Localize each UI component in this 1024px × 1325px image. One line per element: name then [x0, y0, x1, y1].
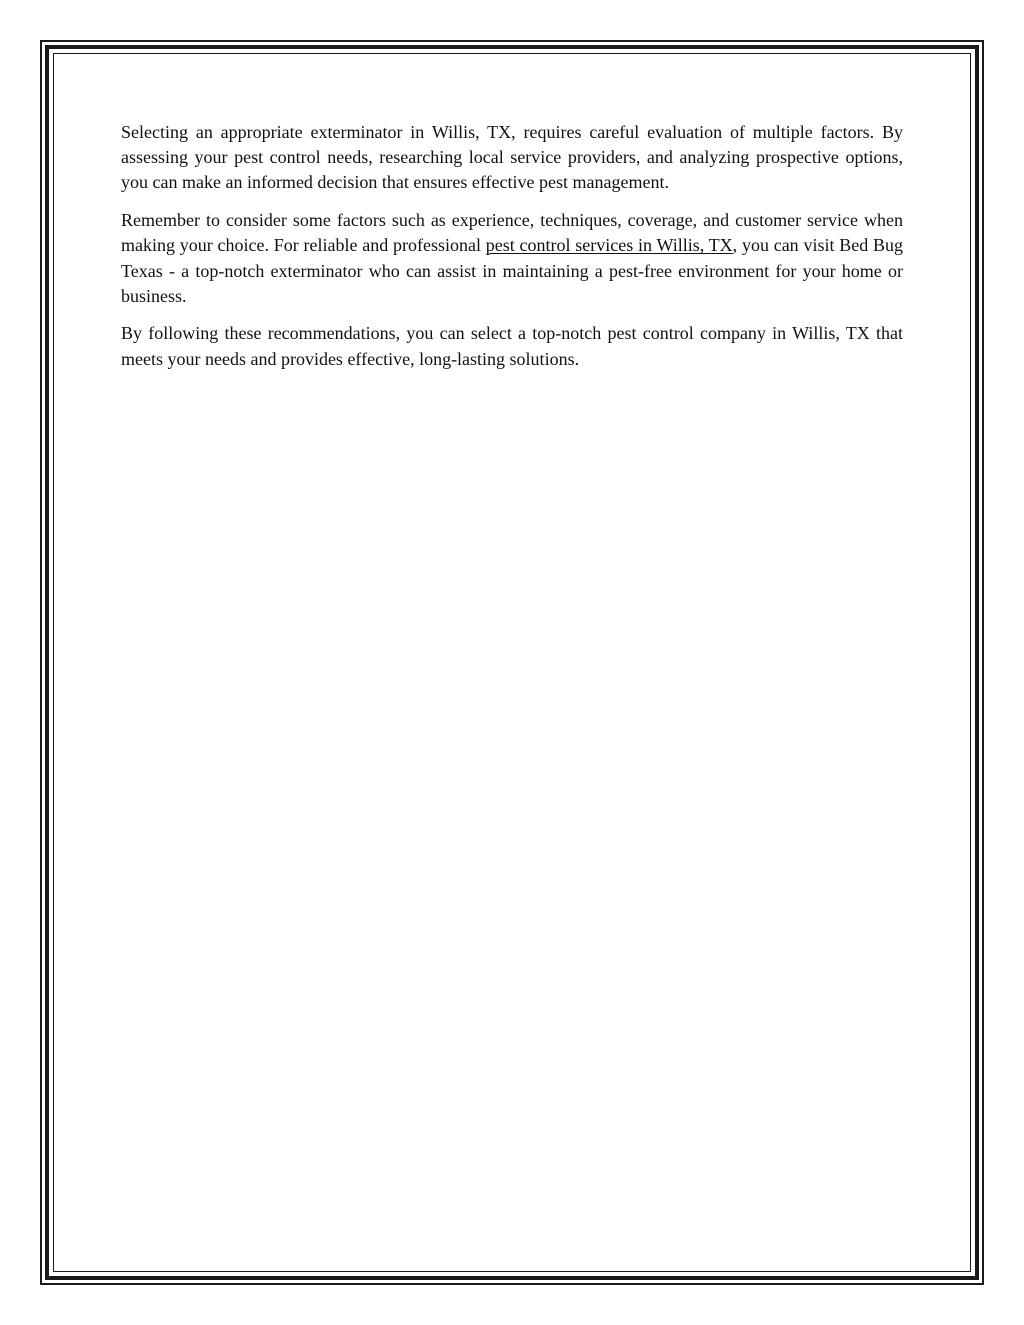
paragraph-recommendation-intro: Remember to consider some factors such as experience, techniques, coverage, and customer service when making your choice. For reliable and professional	[121, 210, 903, 256]
paragraph-recommendation-rest: , you can visit Bed Bug Texas - a top-notch exterminator who can assist in maintaining a pest-free environment for your home or business.	[121, 235, 903, 306]
paragraph-summary: Selecting an appropriate exterminator in Willis, TX, requires careful evaluation of multiple factors. By assessing your pest control needs, researching local service providers, and analyzing prospective options, you can make an informed decision that ensures effective pest management.	[121, 122, 903, 193]
paragraph-recommendation	[121, 208, 903, 309]
pest-control-services-link[interactable]: pest control services in Willis, TX	[485, 235, 733, 256]
paragraph-conclusion: By following these recommendations, you can select a top-notch pest control company in Willis, TX that meets your needs and provides effective, long-lasting solutions.	[121, 323, 903, 369]
document-body	[121, 120, 903, 384]
